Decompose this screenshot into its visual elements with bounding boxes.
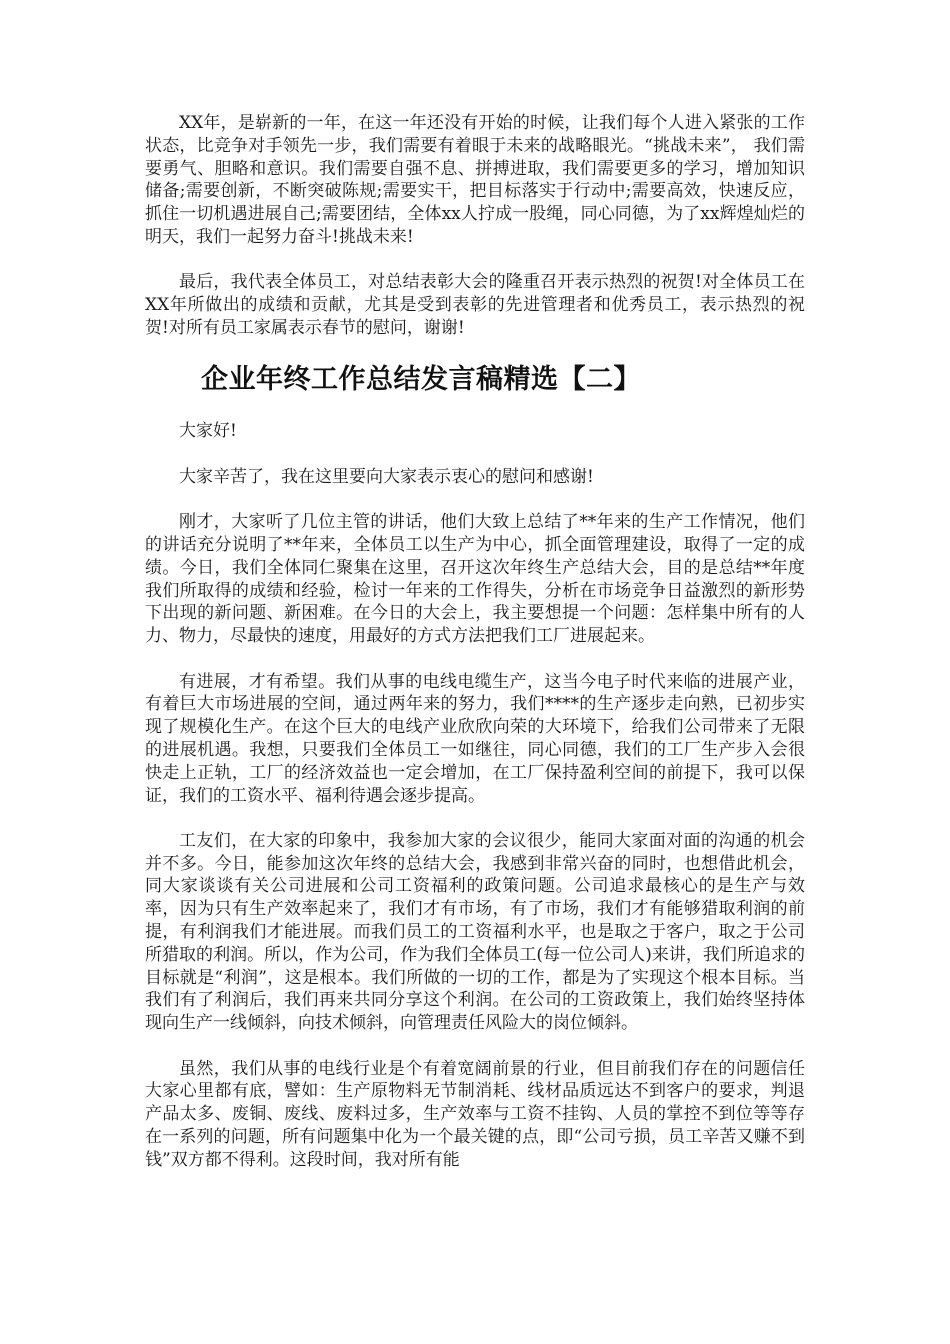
section-heading: 企业年终工作总结发言稿精选【二】: [201, 364, 641, 396]
paragraph-challenge-future: XX年，是崭新的一年，在这一年还没有开始的时候，让我们每个人进入紧张的工作状态，比竞争对手领先一步，我们需要有着眼于未来的战略眼光。“挑战未来”， 我们需要勇气、胆略和意识。我们需要自强不息、拼搏进取，我们需要更多的学习，增加知识储备;需要创新，不断突破陈规;需要实干，把目标落实于行动中;需要高效，快速反应，抓住一切机遇进展自己;需要团结，全体xx人拧成一股绳，同心同德，为了xx辉煌灿烂的明天，我们一起努力奋斗!挑战未来!: [145, 113, 805, 247]
paragraph-problems: 虽然，我们从事的电线行业是个有着宽阔前景的行业，但目前我们存在的问题信任大家心里都有底，譬如：生产原物料无节制消耗、线材品质远达不到客户的要求，判退产品太多、废铜、废线、废料过多，生产效率与工资不挂钩、人员的掌控不到位等等存在一系列的问题，所有问题集中化为一个最关键的点，即“公司亏损，员工辛苦又赚不到钱”双方都不得利。这段时间，我对所有能: [145, 1058, 805, 1170]
paragraph-thanks: 大家辛苦了，我在这里要向大家表示衷心的慰问和感谢!: [179, 466, 594, 487]
paragraph-summary: 刚才，大家听了几位主管的讲话，他们大致上总结了**年来的生产工作情况，他们的讲话充分说明了**年来，全体员工以生产为中心，抓全面管理建设，取得了一定的成绩。今日，我们全体同仁聚集在这里，召开这次年终生产总结大会，目的是总结**年度我们所取得的成绩和经验，检讨一年来的工作得失，分析在市场竞争日益激烈的新形势下出现的新问题、新困难。在今日的大会上，我主要想提一个问题：怎样集中所有的人力、物力，尽最快的速度，用最好的方式方法把我们工厂进展起来。: [145, 512, 805, 647]
document-body: [145, 112, 805, 1194]
paragraph-profit-policy: 工友们，在大家的印象中，我参加大家的会议很少，能同大家面对面的沟通的机会并不多。今日，能参加这次年终的总结大会，我感到非常兴奋的同时，也想借此机会，同大家谈谈有关公司进展和公司工资福利的政策问题。公司追求最核心的是生产与效率，因为只有生产效率起来了，我们才有市场，有了市场，我们才有能够猎取利润的前提，有利润我们才能进展。而我们员工的工资福利水平，也是取之于客户，取之于公司所猎取的利润。所以，作为公司，作为我们全体员工(每一位公司人)来讲，我们所追求的目标就是“利润”，这是根本。我们所做的一切的工作，都是为了实现这个根本目标。当我们有了利润后，我们再来共同分享这个利润。在公司的工资政策上，我们始终坚持体现向生产一线倾斜，向技术倾斜，向管理责任风险大的岗位倾斜。: [145, 830, 805, 1034]
paragraph-closing-congratulations: 最后，我代表全体员工，对总结表彰大会的隆重召开表示热烈的祝贺!对全体员工在XX年所做出的成绩和贡献，尤其是受到表彰的先进管理者和优秀员工，表示热烈的祝贺!对所有员工家属表示春节的慰问，谢谢!: [145, 272, 805, 338]
paragraph-development: 有进展，才有希望。我们从事的电线电缆生产，这当今电子时代来临的进展产业，有着巨大市场进展的空间，通过两年来的努力，我们****的生产逐步走向熟，已初步实现了规模化生产。在这个巨大的电线产业欣欣向荣的大环境下，给我们公司带来了无限的进展机遇。我想，只要我们全体员工一如继往，同心同德，我们的工厂生产步入会很快走上正轨，工厂的经济效益也一定会增加，在工厂保持盈利空间的前提下，我可以保证，我们的工资水平、福利待遇会逐步提高。: [145, 671, 805, 806]
paragraph-greeting: 大家好!: [179, 421, 237, 442]
